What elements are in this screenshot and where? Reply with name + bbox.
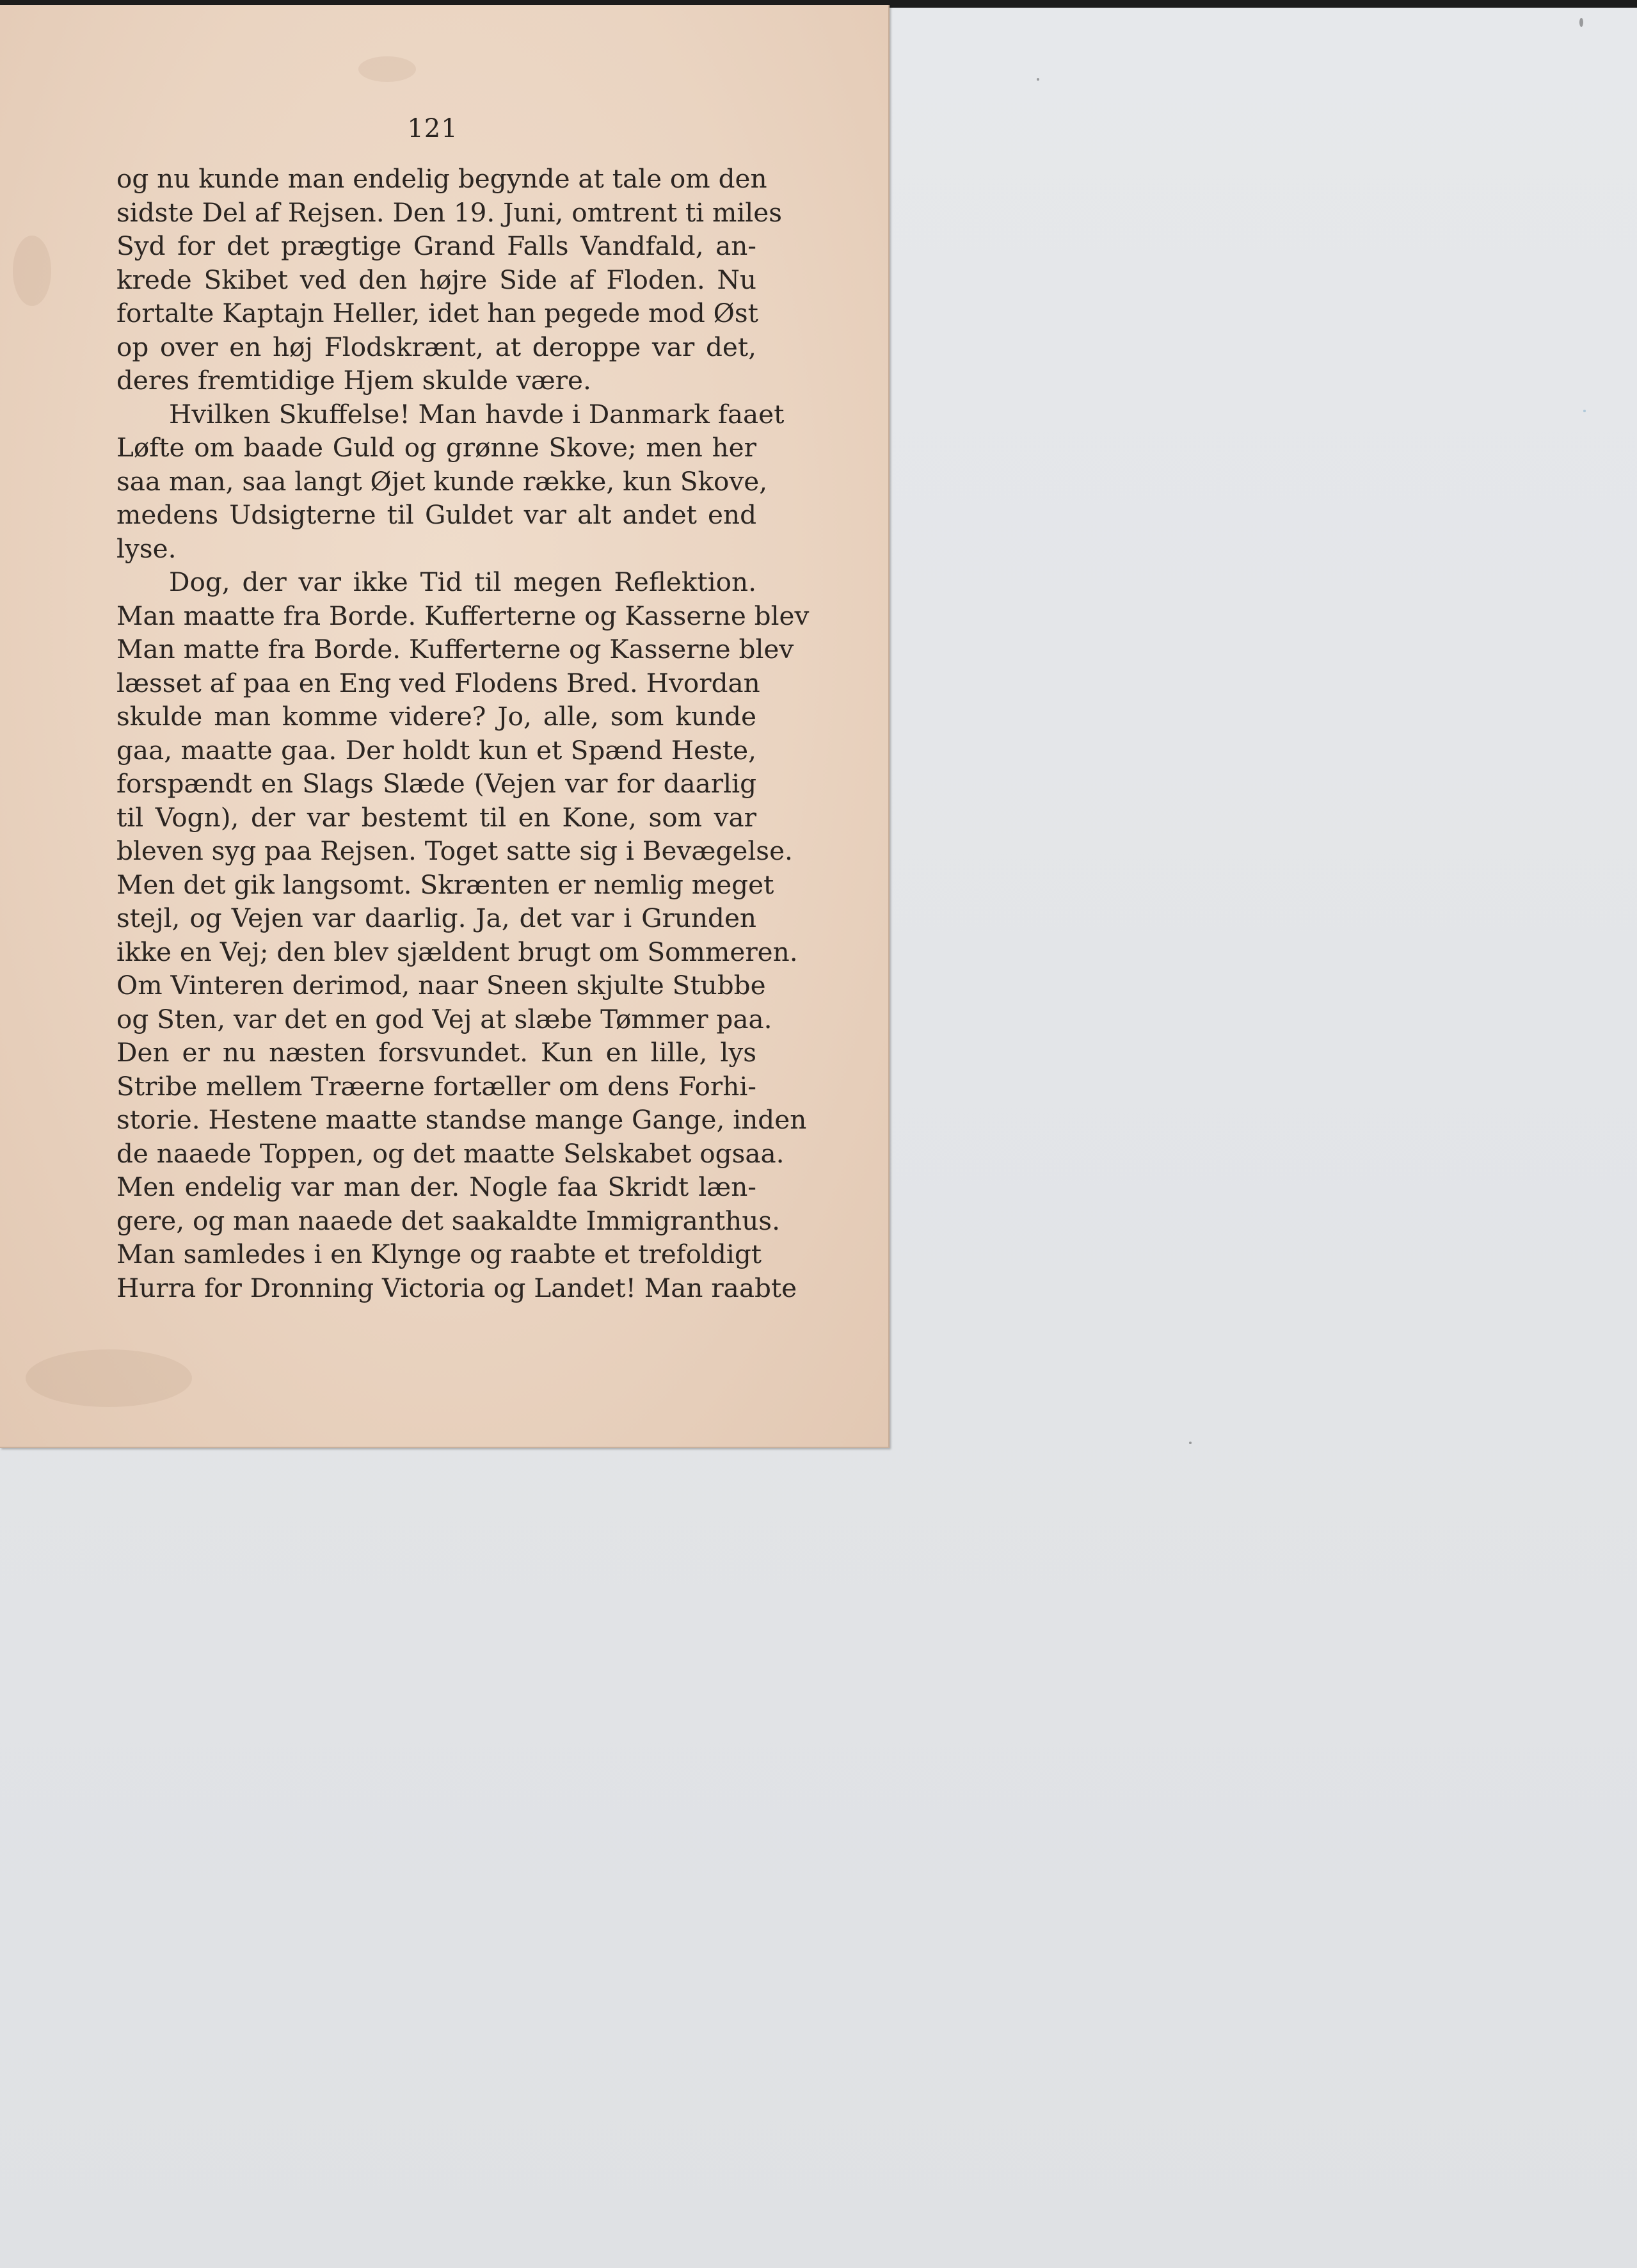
text-line: læsset af paa en Eng ved Flodens Bred. Hvordan <box>116 667 760 698</box>
text-line: Syd for det prægtige Grand Falls Vandfald, an- <box>116 230 756 261</box>
dust-speck <box>1189 1442 1192 1444</box>
text-line: stejl, og Vejen var daarlig. Ja, det var i Grunden <box>116 903 756 933</box>
text-line: Stribe mellem Træerne fortæller om dens Forhi- <box>116 1070 756 1102</box>
text-line: Hvilken Skuffelse! Man havde i Danmark faaet <box>169 398 785 430</box>
dust-speck <box>1579 18 1583 27</box>
text-line: og nu kunde man endelig begynde at tale om den <box>116 163 767 194</box>
paper-stain <box>26 1349 192 1407</box>
text-line: Men det gik langsomt. Skrænten er nemlig meget <box>116 869 774 900</box>
text-line: deres fremtidige Hjem skulde være. <box>116 365 591 396</box>
text-line: Hurra for Dronning Victoria og Landet! Man raabte <box>116 1272 797 1303</box>
text-line: Man maatte fra Borde. Kufferterne og Kasserne blev <box>116 600 810 631</box>
text-line: de naaede Toppen, og det maatte Selskabet ogsaa. <box>116 1138 785 1169</box>
text-line: Løfte om baade Guld og grønne Skove; men her <box>116 432 756 463</box>
text-line: Men endelig var man der. Nogle faa Skridt læn- <box>116 1171 756 1202</box>
dust-speck <box>1037 78 1039 81</box>
text-line: fortalte Kaptajn Heller, idet han pegede mod Øst <box>116 298 758 328</box>
body-text <box>116 162 810 1305</box>
text-line: Den er nu næsten forsvundet. Kun en lille, lys <box>116 1037 756 1068</box>
text-line: sidste Del af Rejsen. Den 19. Juni, omtrent ti miles <box>116 197 783 228</box>
text-line: ikke en Vej; den blev sjældent brugt om Sommeren. <box>116 936 798 967</box>
text-line: Dog, der var ikke Tid til megen Reflektion. <box>169 567 756 597</box>
text-line: storie. Hestene maatte standse mange Gange, inden <box>116 1104 807 1135</box>
text-line: til Vogn), der var bestemt til en Kone, som var <box>116 801 756 833</box>
text-line: medens Udsigterne til Guldet var alt andet end <box>116 499 756 530</box>
text-line: og Sten, var det en god Vej at slæbe Tømmer paa. <box>116 1003 772 1034</box>
text-line: skulde man komme videre? Jo, alle, som kunde <box>116 701 756 732</box>
text-line: saa man, saa langt Øjet kunde række, kun Skove, <box>116 465 768 497</box>
text-line: bleven syg paa Rejsen. Toget satte sig i Bevægelse. <box>116 835 793 866</box>
text-line: gaa, maatte gaa. Der holdt kun et Spænd Heste, <box>116 734 756 766</box>
text-line: forspændt en Slags Slæde (Vejen var for daarlig <box>116 768 756 799</box>
text-line: Man matte fra Borde. Kufferterne og Kasserne blev <box>116 634 794 664</box>
paper-stain <box>358 56 416 82</box>
book-page <box>0 5 890 1448</box>
text-line: Man samledes i en Klynge og raabte et trefoldigt <box>116 1239 762 1269</box>
text-line: lyse. <box>116 533 177 564</box>
text-line: krede Skibet ved den højre Side af Floden. Nu <box>116 264 756 295</box>
text-line: gere, og man naaede det saakaldte Immigranthus. <box>116 1205 780 1236</box>
page-number: 121 <box>407 114 458 143</box>
text-line: op over en høj Flodskrænt, at deroppe var det, <box>116 331 756 362</box>
text-line: Om Vinteren derimod, naar Sneen skjulte Stubbe <box>116 970 766 1001</box>
paper-stain <box>13 236 51 306</box>
dust-speck <box>1583 410 1586 412</box>
